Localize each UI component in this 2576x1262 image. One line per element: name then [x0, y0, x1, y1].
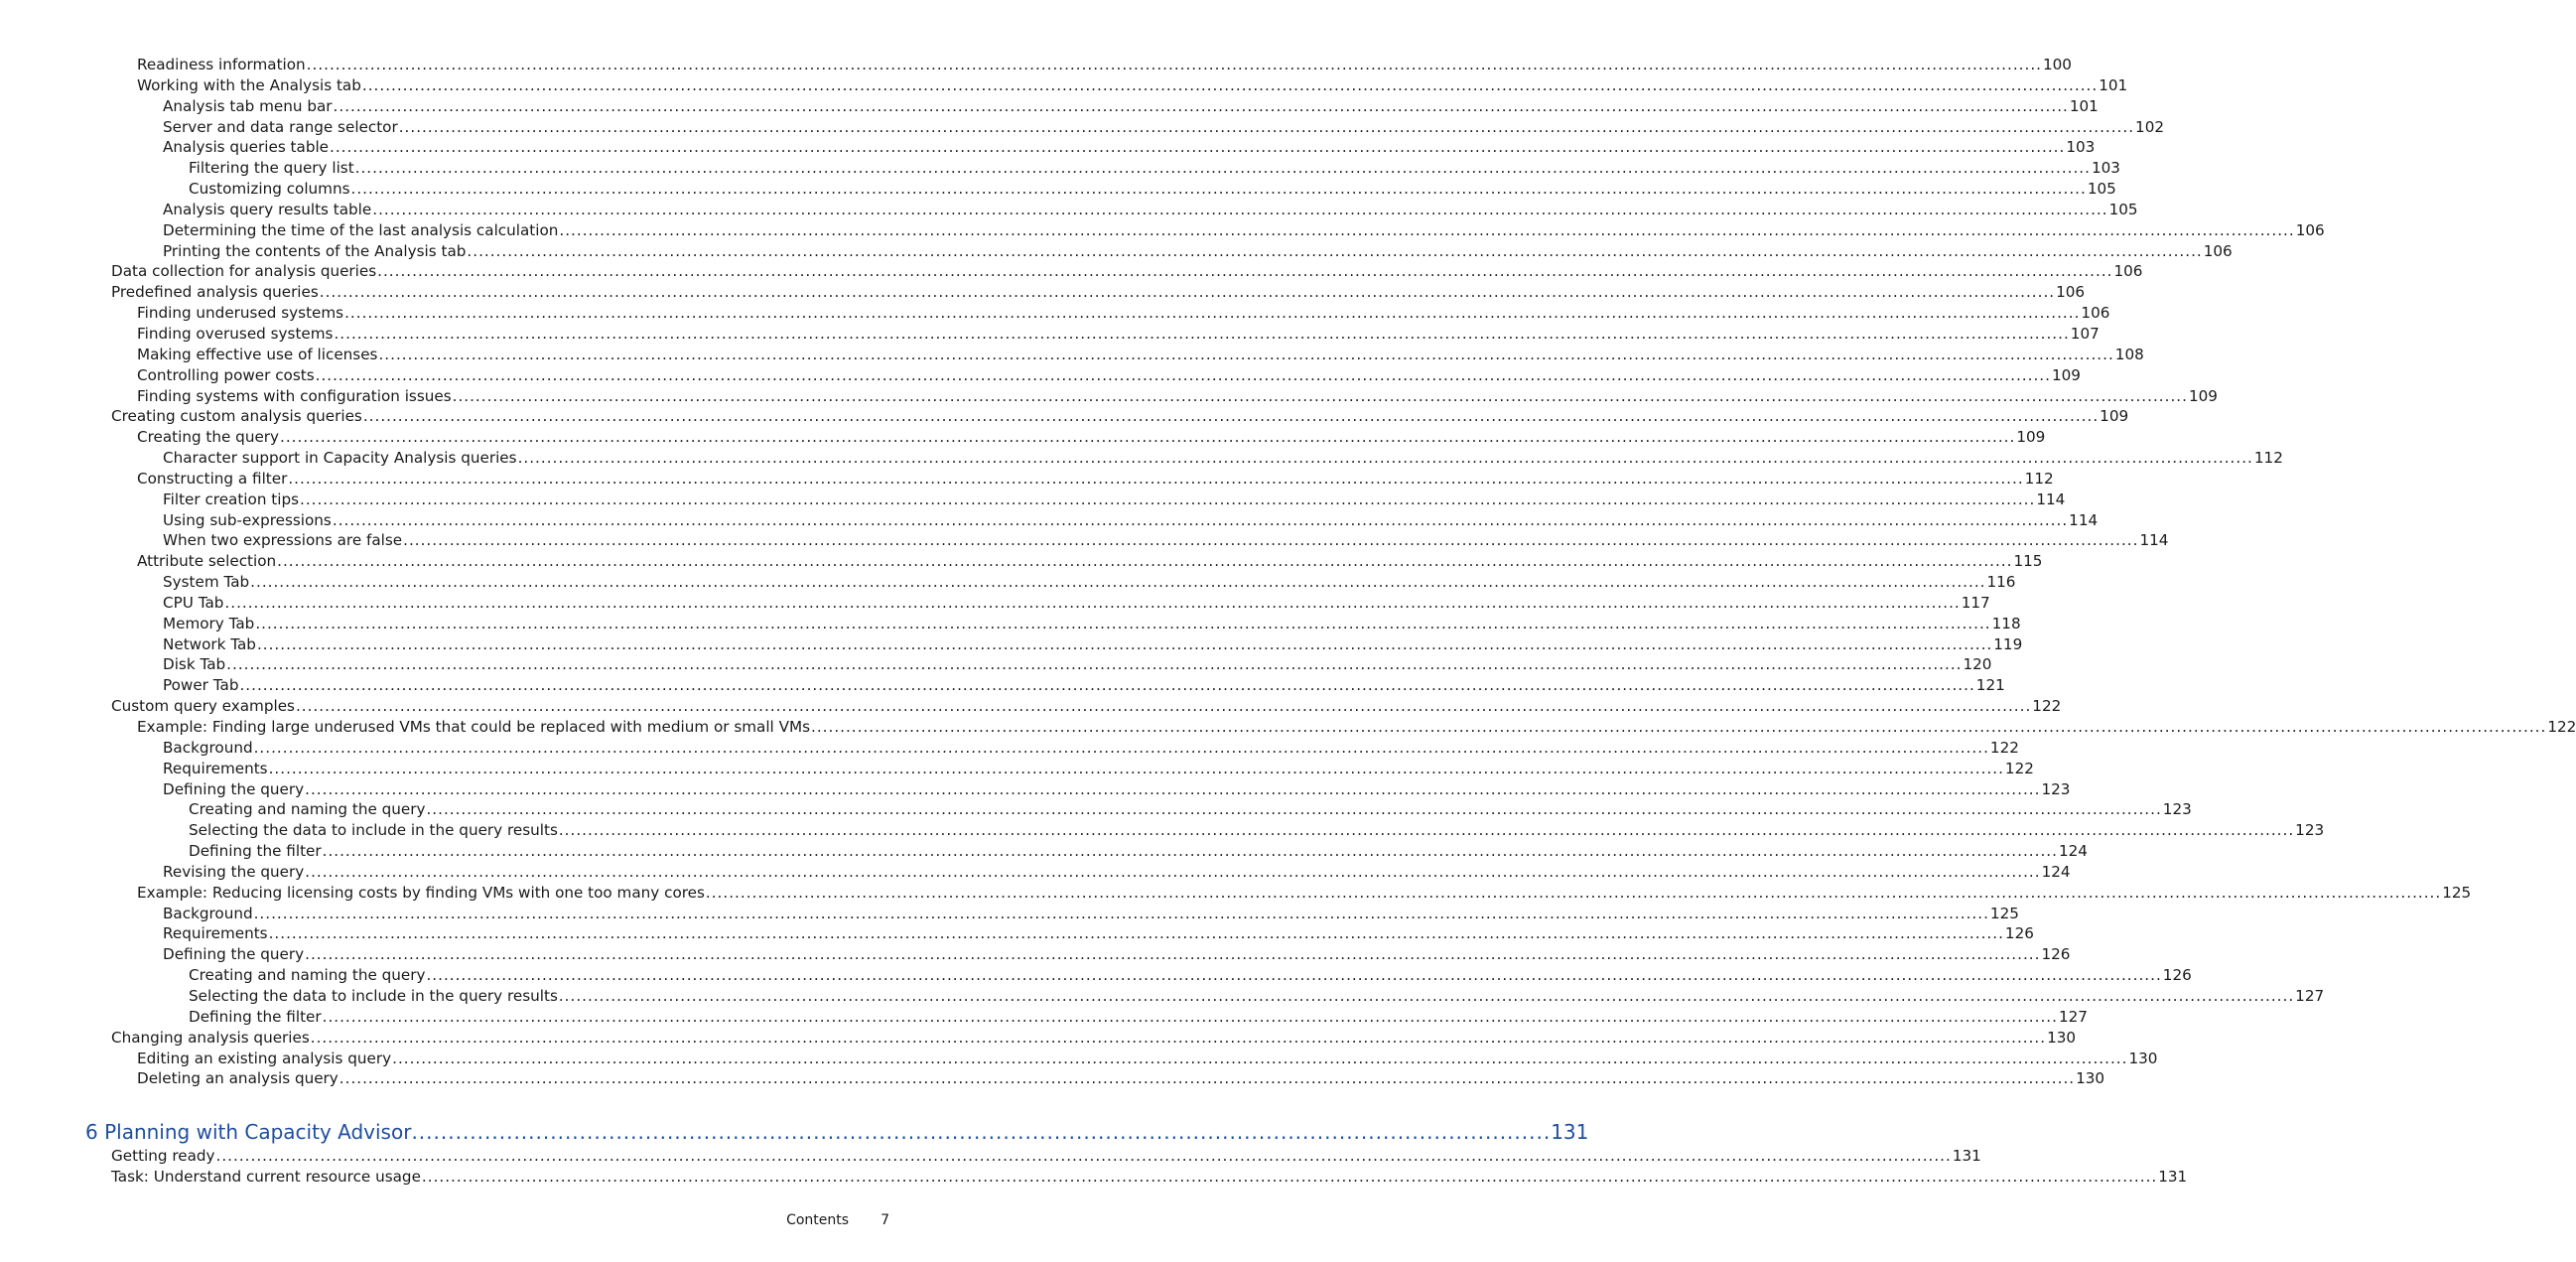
toc-entry[interactable] [0, 55, 2072, 75]
dot-leader: ............................................................................................................................................................................................................................................................................................................ [354, 159, 2091, 178]
toc-entry-label: Task: Understand current resource usage [111, 1167, 421, 1186]
toc-entry-label: When two expressions are false [163, 531, 403, 550]
chapter-heading[interactable] [85, 1116, 1589, 1148]
dot-leader: ............................................................................................................................................................................................................................................................................................................ [310, 1028, 2047, 1047]
dot-leader: ............................................................................................................................................................................................................................................................................................................ [372, 200, 2108, 218]
toc-entry-page: 109 [2188, 386, 2218, 405]
toc-entry[interactable] [0, 1167, 2188, 1188]
toc-entry-page: 105 [2108, 200, 2138, 218]
chapter-page: 131 [1551, 1120, 1589, 1144]
dot-leader: ............................................................................................................................................................................................................................................................................................................ [215, 1147, 1952, 1165]
toc-entry-page: 120 [1963, 655, 1992, 674]
toc-entry-label: Defining the filter [189, 842, 322, 861]
dot-leader: ............................................................................................................................................................................................................................................................................................................ [334, 324, 2070, 343]
toc-entry-page: 107 [2070, 324, 2100, 343]
toc-entry-label: Server and data range selector [163, 117, 398, 136]
toc-entry[interactable] [0, 654, 1992, 675]
toc-entry[interactable] [0, 634, 2023, 655]
toc-entry[interactable] [0, 820, 2325, 841]
dot-leader: ............................................................................................................................................................ [411, 1120, 1552, 1144]
dot-leader: ............................................................................................................................................................................................................................................................................................................ [268, 924, 2004, 943]
toc-entry-label: Changing analysis queries [111, 1028, 310, 1047]
toc-entry-label: Disk Tab [163, 655, 226, 674]
dot-leader: ............................................................................................................................................................................................................................................................................................................ [250, 573, 1986, 592]
dot-leader: ............................................................................................................................................................................................................................................................................................................ [333, 96, 2069, 115]
toc-entry-label: Example: Finding large underused VMs that could be replaced with medium or small VMs [137, 718, 811, 736]
toc-entry[interactable] [0, 303, 2110, 324]
toc-entry-label: Readiness information [137, 56, 306, 73]
dot-leader: ............................................................................................................................................................................................................................................................................................................ [339, 1069, 2076, 1088]
toc-entry-label: Defining the query [163, 945, 305, 964]
toc-entry-label: Defining the filter [189, 1007, 322, 1026]
toc-entry-label: Character support in Capacity Analysis queries [163, 449, 517, 468]
toc-entry-label: Filtering the query list [189, 159, 354, 178]
toc-entry-page: 105 [2087, 180, 2116, 199]
toc-entry-page: 117 [1961, 593, 1990, 612]
toc-entry[interactable] [0, 137, 2096, 158]
dot-leader: ............................................................................................................................................................................................................................................................................................................ [426, 800, 2162, 819]
dot-leader: ............................................................................................................................................................................................................................................................................................................ [377, 262, 2113, 281]
toc-entry[interactable] [0, 923, 2034, 944]
toc-entry-page: 130 [2047, 1028, 2077, 1047]
toc-entry[interactable] [0, 675, 2005, 696]
dot-leader: ............................................................................................................................................................................................................................................................................................................ [306, 56, 2042, 73]
toc-entry-page: 106 [2056, 283, 2086, 302]
dot-leader: ............................................................................................................................................................................................................................................................................................................ [253, 904, 1989, 922]
chapter-toc-list [0, 1146, 2188, 1188]
toc-entry-label: Making effective use of licenses [137, 345, 378, 363]
toc-entry-page: 122 [2032, 697, 2062, 716]
dot-leader: ............................................................................................................................................................................................................................................................................................................ [330, 138, 2066, 157]
toc-entry[interactable] [0, 1028, 2077, 1049]
toc-entry-page: 101 [2069, 96, 2099, 115]
toc-entry-label: Background [163, 904, 253, 922]
dot-leader: ............................................................................................................................................................................................................................................................................................................ [288, 469, 2024, 488]
toc-entry-page: 118 [1991, 614, 2021, 632]
dot-leader: ............................................................................................................................................................................................................................................................................................................ [280, 428, 2016, 447]
dot-leader: ............................................................................................................................................................................................................................................................................................................ [421, 1167, 2158, 1186]
dot-leader: ............................................................................................................................................................................................................................................................................................................ [517, 449, 2253, 468]
toc-entry-page: 127 [2058, 1007, 2088, 1026]
toc-entry-label: Determining the time of the last analysis calculation [163, 220, 559, 239]
toc-entry[interactable] [0, 1068, 2105, 1089]
toc-entry-label: Filter creation tips [163, 490, 299, 508]
toc-entry-label: Controlling power costs [137, 365, 315, 384]
toc-entry-page: 127 [2295, 986, 2325, 1005]
toc-entry-label: Working with the Analysis tab [137, 75, 361, 94]
dot-leader: ............................................................................................................................................................................................................................................................................................................ [361, 75, 2099, 94]
toc-entry-page: 103 [2091, 159, 2120, 178]
dot-leader: ............................................................................................................................................................................................................................................................................................................ [256, 634, 1993, 653]
toc-entry[interactable] [0, 759, 2034, 779]
toc-entry-label: Attribute selection [137, 552, 277, 571]
dot-leader: ............................................................................................................................................................................................................................................................................................................ [378, 345, 2114, 363]
dot-leader: ............................................................................................................................................................................................................................................................................................................ [467, 241, 2203, 260]
dot-leader: ............................................................................................................................................................................................................................................................................................................ [315, 365, 2051, 384]
toc-entry-label: Analysis queries table [163, 138, 330, 157]
dot-leader: ............................................................................................................................................................................................................................................................................................................ [226, 655, 1963, 674]
dot-leader: ............................................................................................................................................................................................................................................................................................................ [319, 283, 2056, 302]
footer-page-number: 7 [881, 1212, 889, 1228]
toc-entry[interactable] [0, 883, 2472, 904]
toc-entry[interactable] [0, 282, 2086, 303]
toc-entry-label: Analysis query results table [163, 200, 372, 218]
toc-entry-page: 109 [2051, 365, 2081, 384]
dot-leader: ............................................................................................................................................................................................................................................................................................................ [239, 676, 1975, 695]
dot-leader: ............................................................................................................................................................................................................................................................................................................ [426, 966, 2162, 985]
toc-entry[interactable] [0, 241, 2233, 262]
toc-entry[interactable] [0, 1049, 2158, 1069]
toc-entry-label: Finding overused systems [137, 324, 334, 343]
toc-entry[interactable] [0, 200, 2138, 220]
dot-leader: ............................................................................................................................................................................................................................................................................................................ [559, 220, 2295, 239]
dot-leader: ............................................................................................................................................................................................................................................................................................................ [558, 986, 2295, 1005]
toc-entry[interactable] [0, 965, 2192, 986]
toc-entry-label: System Tab [163, 573, 250, 592]
dot-leader: ............................................................................................................................................................................................................................................................................................................ [300, 490, 2036, 508]
toc-entry-page: 125 [2442, 883, 2472, 902]
toc-entry-page: 122 [2547, 718, 2576, 736]
toc-entry[interactable] [0, 530, 2169, 551]
toc-entry-page: 126 [2004, 924, 2034, 943]
dot-leader: ............................................................................................................................................................................................................................................................................................................ [811, 718, 2547, 736]
dot-leader: ............................................................................................................................................................................................................................................................................................................ [253, 738, 1989, 757]
toc-entry-label: Finding underused systems [137, 304, 344, 323]
toc-entry[interactable] [0, 696, 2062, 717]
toc-entry-page: 125 [1989, 904, 2019, 922]
toc-entry-page: 122 [1989, 738, 2019, 757]
toc-entry-label: CPU Tab [163, 593, 224, 612]
toc-entry-page: 106 [2203, 241, 2233, 260]
chapter-title: 6 Planning with Capacity Advisor [85, 1120, 412, 1144]
dot-leader: ............................................................................................................................................................................................................................................................................................................ [305, 779, 2041, 798]
dot-leader: ............................................................................................................................................................................................................................................................................................................ [268, 759, 2004, 777]
dot-leader: ............................................................................................................................................................................................................................................................................................................ [277, 552, 2013, 571]
toc-entry-page: 114 [2139, 531, 2169, 550]
dot-leader: ............................................................................................................................................................................................................................................................................................................ [332, 510, 2069, 529]
toc-entry-label: Selecting the data to include in the query results [189, 986, 558, 1005]
toc-entry-page: 123 [2295, 821, 2325, 840]
toc-entry-page: 119 [1993, 634, 2023, 653]
toc-entry-label: Memory Tab [163, 614, 255, 632]
toc-entry-label: Network Tab [163, 634, 256, 653]
toc-entry-page: 112 [2253, 449, 2283, 468]
toc-entry-page: 106 [2113, 262, 2143, 281]
dot-leader: ............................................................................................................................................................................................................................................................................................................ [392, 1049, 2128, 1067]
toc-entry-page: 114 [2036, 490, 2066, 508]
toc-entry-page: 124 [2041, 862, 2071, 881]
toc-entry[interactable] [0, 427, 2046, 448]
dot-leader: ............................................................................................................................................................................................................................................................................................................ [350, 180, 2087, 199]
dot-leader: ............................................................................................................................................................................................................................................................................................................ [322, 842, 2058, 861]
toc-entry-page: 115 [2013, 552, 2043, 571]
toc-entry[interactable] [0, 158, 2120, 179]
toc-entry[interactable] [0, 220, 2325, 241]
dot-leader: ............................................................................................................................................................................................................................................................................................................ [305, 862, 2041, 881]
toc-entry-label: Creating and naming the query [189, 800, 426, 819]
toc-entry-label: Example: Reducing licensing costs by finding VMs with one too many cores [137, 883, 705, 902]
toc-entry-label: Constructing a filter [137, 469, 288, 488]
toc-entry-page: 131 [1952, 1147, 1981, 1165]
toc-entry[interactable] [0, 799, 2192, 820]
toc-entry-page: 123 [2041, 779, 2071, 798]
toc-entry[interactable] [0, 572, 2016, 593]
toc-entry-label: Defining the query [163, 779, 305, 798]
toc-entry-label: Analysis tab menu bar [163, 96, 333, 115]
toc-entry[interactable] [0, 345, 2144, 365]
toc-entry[interactable] [0, 469, 2054, 490]
toc-entry[interactable] [0, 490, 2066, 510]
toc-entry[interactable] [0, 117, 2165, 138]
toc-entry-label: Deleting an analysis query [137, 1069, 339, 1088]
toc-entry-page: 124 [2058, 842, 2088, 861]
toc-entry-page: 101 [2099, 75, 2128, 94]
toc-entry-page: 123 [2162, 800, 2192, 819]
toc-entry-label: Printing the contents of the Analysis tab [163, 241, 467, 260]
dot-leader: ............................................................................................................................................................................................................................................................................................................ [362, 407, 2100, 426]
toc-entry[interactable] [0, 261, 2143, 282]
dot-leader: ............................................................................................................................................................................................................................................................................................................ [558, 821, 2295, 840]
toc-entry-page: 121 [1975, 676, 2005, 695]
toc-entry-page: 102 [2135, 117, 2165, 136]
toc-entry-label: Data collection for analysis queries [111, 262, 377, 281]
toc-entry-label: Using sub-expressions [163, 510, 332, 529]
toc-entry[interactable] [0, 75, 2128, 96]
toc-entry-page: 116 [1986, 573, 2016, 592]
toc-entry[interactable] [0, 510, 2099, 531]
toc-entry[interactable] [0, 551, 2043, 572]
toc-entry-page: 103 [2066, 138, 2096, 157]
footer-section: Contents [786, 1212, 850, 1228]
toc-entry[interactable] [0, 862, 2071, 883]
toc-entry[interactable] [0, 96, 2099, 117]
toc-entry-page: 112 [2024, 469, 2054, 488]
toc-entry[interactable] [0, 1146, 1981, 1167]
toc-entry-page: 130 [2076, 1069, 2105, 1088]
dot-leader: ............................................................................................................................................................................................................................................................................................................ [305, 945, 2041, 964]
toc-entry-page: 131 [2158, 1167, 2188, 1186]
dot-leader: ............................................................................................................................................................................................................................................................................................................ [255, 614, 1991, 632]
toc-entry-page: 126 [2162, 966, 2192, 985]
toc-entry-page: 109 [2100, 407, 2129, 426]
toc-entry[interactable] [0, 593, 1990, 614]
toc-entry[interactable] [0, 738, 2019, 759]
toc-entry-label: Creating custom analysis queries [111, 407, 362, 426]
toc-entry-label: Custom query examples [111, 697, 295, 716]
toc-entry-label: Finding systems with configuration issues [137, 386, 452, 405]
dot-leader: ............................................................................................................................................................................................................................................................................................................ [398, 117, 2135, 136]
toc-entry[interactable] [0, 386, 2218, 407]
toc-entry-label: Selecting the data to include in the query results [189, 821, 558, 840]
toc-entry-label: Customizing columns [189, 180, 350, 199]
toc-entry-page: 114 [2069, 510, 2099, 529]
toc-entry-label: Creating and naming the query [189, 966, 426, 985]
toc-entry[interactable] [0, 841, 2088, 862]
toc-list [0, 55, 2576, 1089]
toc-entry-label: Creating the query [137, 428, 280, 447]
toc-entry-page: 109 [2016, 428, 2046, 447]
page-footer [786, 1212, 889, 1228]
toc-entry[interactable] [0, 448, 2283, 469]
dot-leader: ............................................................................................................................................................................................................................................................................................................ [344, 304, 2081, 323]
toc-entry-label: Power Tab [163, 676, 239, 695]
dot-leader: ............................................................................................................................................................................................................................................................................................................ [295, 697, 2032, 716]
toc-entry[interactable] [0, 324, 2100, 345]
toc-entry-label: Predefined analysis queries [111, 283, 319, 302]
dot-leader: ............................................................................................................................................................................................................................................................................................................ [322, 1007, 2058, 1026]
toc-entry-page: 122 [2004, 759, 2034, 777]
toc-entry[interactable] [0, 406, 2129, 427]
toc-entry-label: Revising the query [163, 862, 305, 881]
toc-entry[interactable] [0, 904, 2019, 924]
toc-entry-page: 126 [2041, 945, 2071, 964]
toc-entry-label: Getting ready [111, 1147, 215, 1165]
toc-entry-label: Requirements [163, 759, 268, 777]
dot-leader: ............................................................................................................................................................................................................................................................................................................ [705, 883, 2442, 902]
toc-entry[interactable] [0, 179, 2116, 200]
dot-leader: ............................................................................................................................................................................................................................................................................................................ [224, 593, 1961, 612]
toc-entry[interactable] [0, 1007, 2088, 1028]
toc-entry[interactable] [0, 365, 2081, 386]
toc-entry-label: Background [163, 738, 253, 757]
toc-entry-page: 106 [2295, 220, 2325, 239]
toc-entry-page: 100 [2042, 56, 2072, 73]
toc-entry[interactable] [0, 779, 2071, 800]
dot-leader: ............................................................................................................................................................................................................................................................................................................ [403, 531, 2139, 550]
toc-entry-page: 106 [2081, 304, 2110, 323]
toc-entry-page: 108 [2114, 345, 2144, 363]
toc-entry[interactable] [0, 717, 2576, 738]
toc-entry-label: Requirements [163, 924, 268, 943]
toc-entry-page: 130 [2128, 1049, 2158, 1067]
toc-entry-label: Editing an existing analysis query [137, 1049, 392, 1067]
toc-entry[interactable] [0, 944, 2071, 965]
dot-leader: ............................................................................................................................................................................................................................................................................................................ [452, 386, 2188, 405]
toc-entry[interactable] [0, 986, 2325, 1007]
toc-entry[interactable] [0, 614, 2021, 634]
